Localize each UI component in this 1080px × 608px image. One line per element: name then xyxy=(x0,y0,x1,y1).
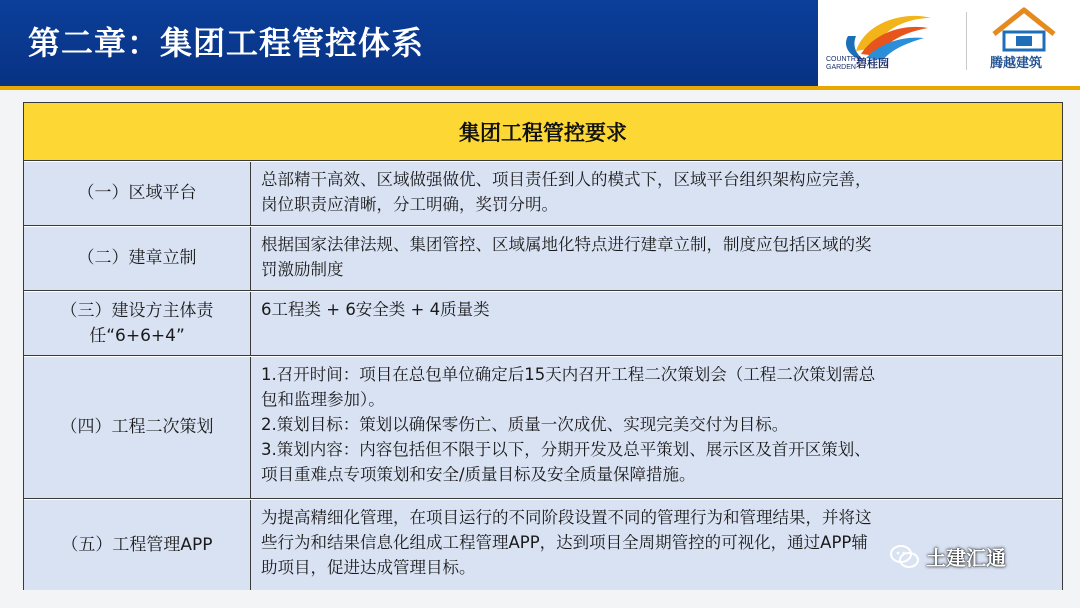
page-title: 第二章：集团工程管控体系 xyxy=(28,24,425,62)
content-line: 根据国家法律法规、集团管控、区域属地化特点进行建章立制，制度应包括区域的奖 xyxy=(261,235,872,254)
table-title: 集团工程管控要求 xyxy=(24,103,1062,161)
table-row xyxy=(24,227,1062,291)
table-row xyxy=(24,292,1062,356)
row-label: （五）工程管理APP xyxy=(24,500,251,590)
content-line: 些行为和结果信息化组成工程管理APP，达到项目全周期管控的可视化，通过APP辅 xyxy=(261,533,868,552)
row-content xyxy=(251,162,1062,225)
header-bar xyxy=(0,0,1080,86)
requirements-table xyxy=(23,102,1063,590)
row-label: （一）区域平台 xyxy=(24,162,251,225)
watermark xyxy=(890,542,1006,571)
content-line: 罚激励制度 xyxy=(261,260,344,279)
table-row xyxy=(24,162,1062,226)
content-line: 为提高精细化管理，在项目运行的不同阶段设置不同的管理行为和管理结果，并将这 xyxy=(261,508,872,527)
content-line: 1.召开时间：项目在总包单位确定后15天内召开工程二次策划会（工程二次策划需总 xyxy=(261,365,876,384)
content-line: 2.策划目标：策划以确保零伤亡、质量一次成优、实现完美交付为目标。 xyxy=(261,415,789,434)
content-line: 包和监理参加）。 xyxy=(261,390,385,409)
row-label: （二）建章立制 xyxy=(24,227,251,290)
row-content xyxy=(251,292,1062,355)
logo-divider xyxy=(966,12,967,70)
content-line: 项目重难点专项策划和安全/质量目标及安全质量保障措施。 xyxy=(261,465,696,484)
row-content xyxy=(251,357,1062,498)
content-line: 6工程类 + 6安全类 + 4质量类 xyxy=(261,300,490,319)
logo-bgy-text: 碧桂园 xyxy=(856,57,889,70)
table-row xyxy=(24,357,1062,499)
logo-bgy-small-text: COUNTRY GARDEN xyxy=(826,56,861,71)
content-line: 3.策划内容：内容包括但不限于以下，分期开发及总平策划、展示区及首开区策划、 xyxy=(261,440,871,459)
watermark-text: 土建汇通 xyxy=(926,546,1006,570)
content-line: 总部精干高效、区域做强做优、项目责任到人的模式下，区域平台组织架构应完善， xyxy=(261,170,872,189)
header-accent-bar xyxy=(0,86,1080,90)
logo-panel xyxy=(818,0,1080,86)
content-line: 助项目，促进达成管理目标。 xyxy=(261,558,476,577)
row-content xyxy=(251,227,1062,290)
wechat-icon xyxy=(890,544,920,570)
row-label: （三）建设方主体责任“6+6+4” xyxy=(24,292,251,355)
content-line: 岗位职责应清晰，分工明确，奖罚分明。 xyxy=(261,195,558,214)
logo-house-text: 腾越建筑 xyxy=(990,56,1043,71)
row-label: （四）工程二次策划 xyxy=(24,357,251,498)
